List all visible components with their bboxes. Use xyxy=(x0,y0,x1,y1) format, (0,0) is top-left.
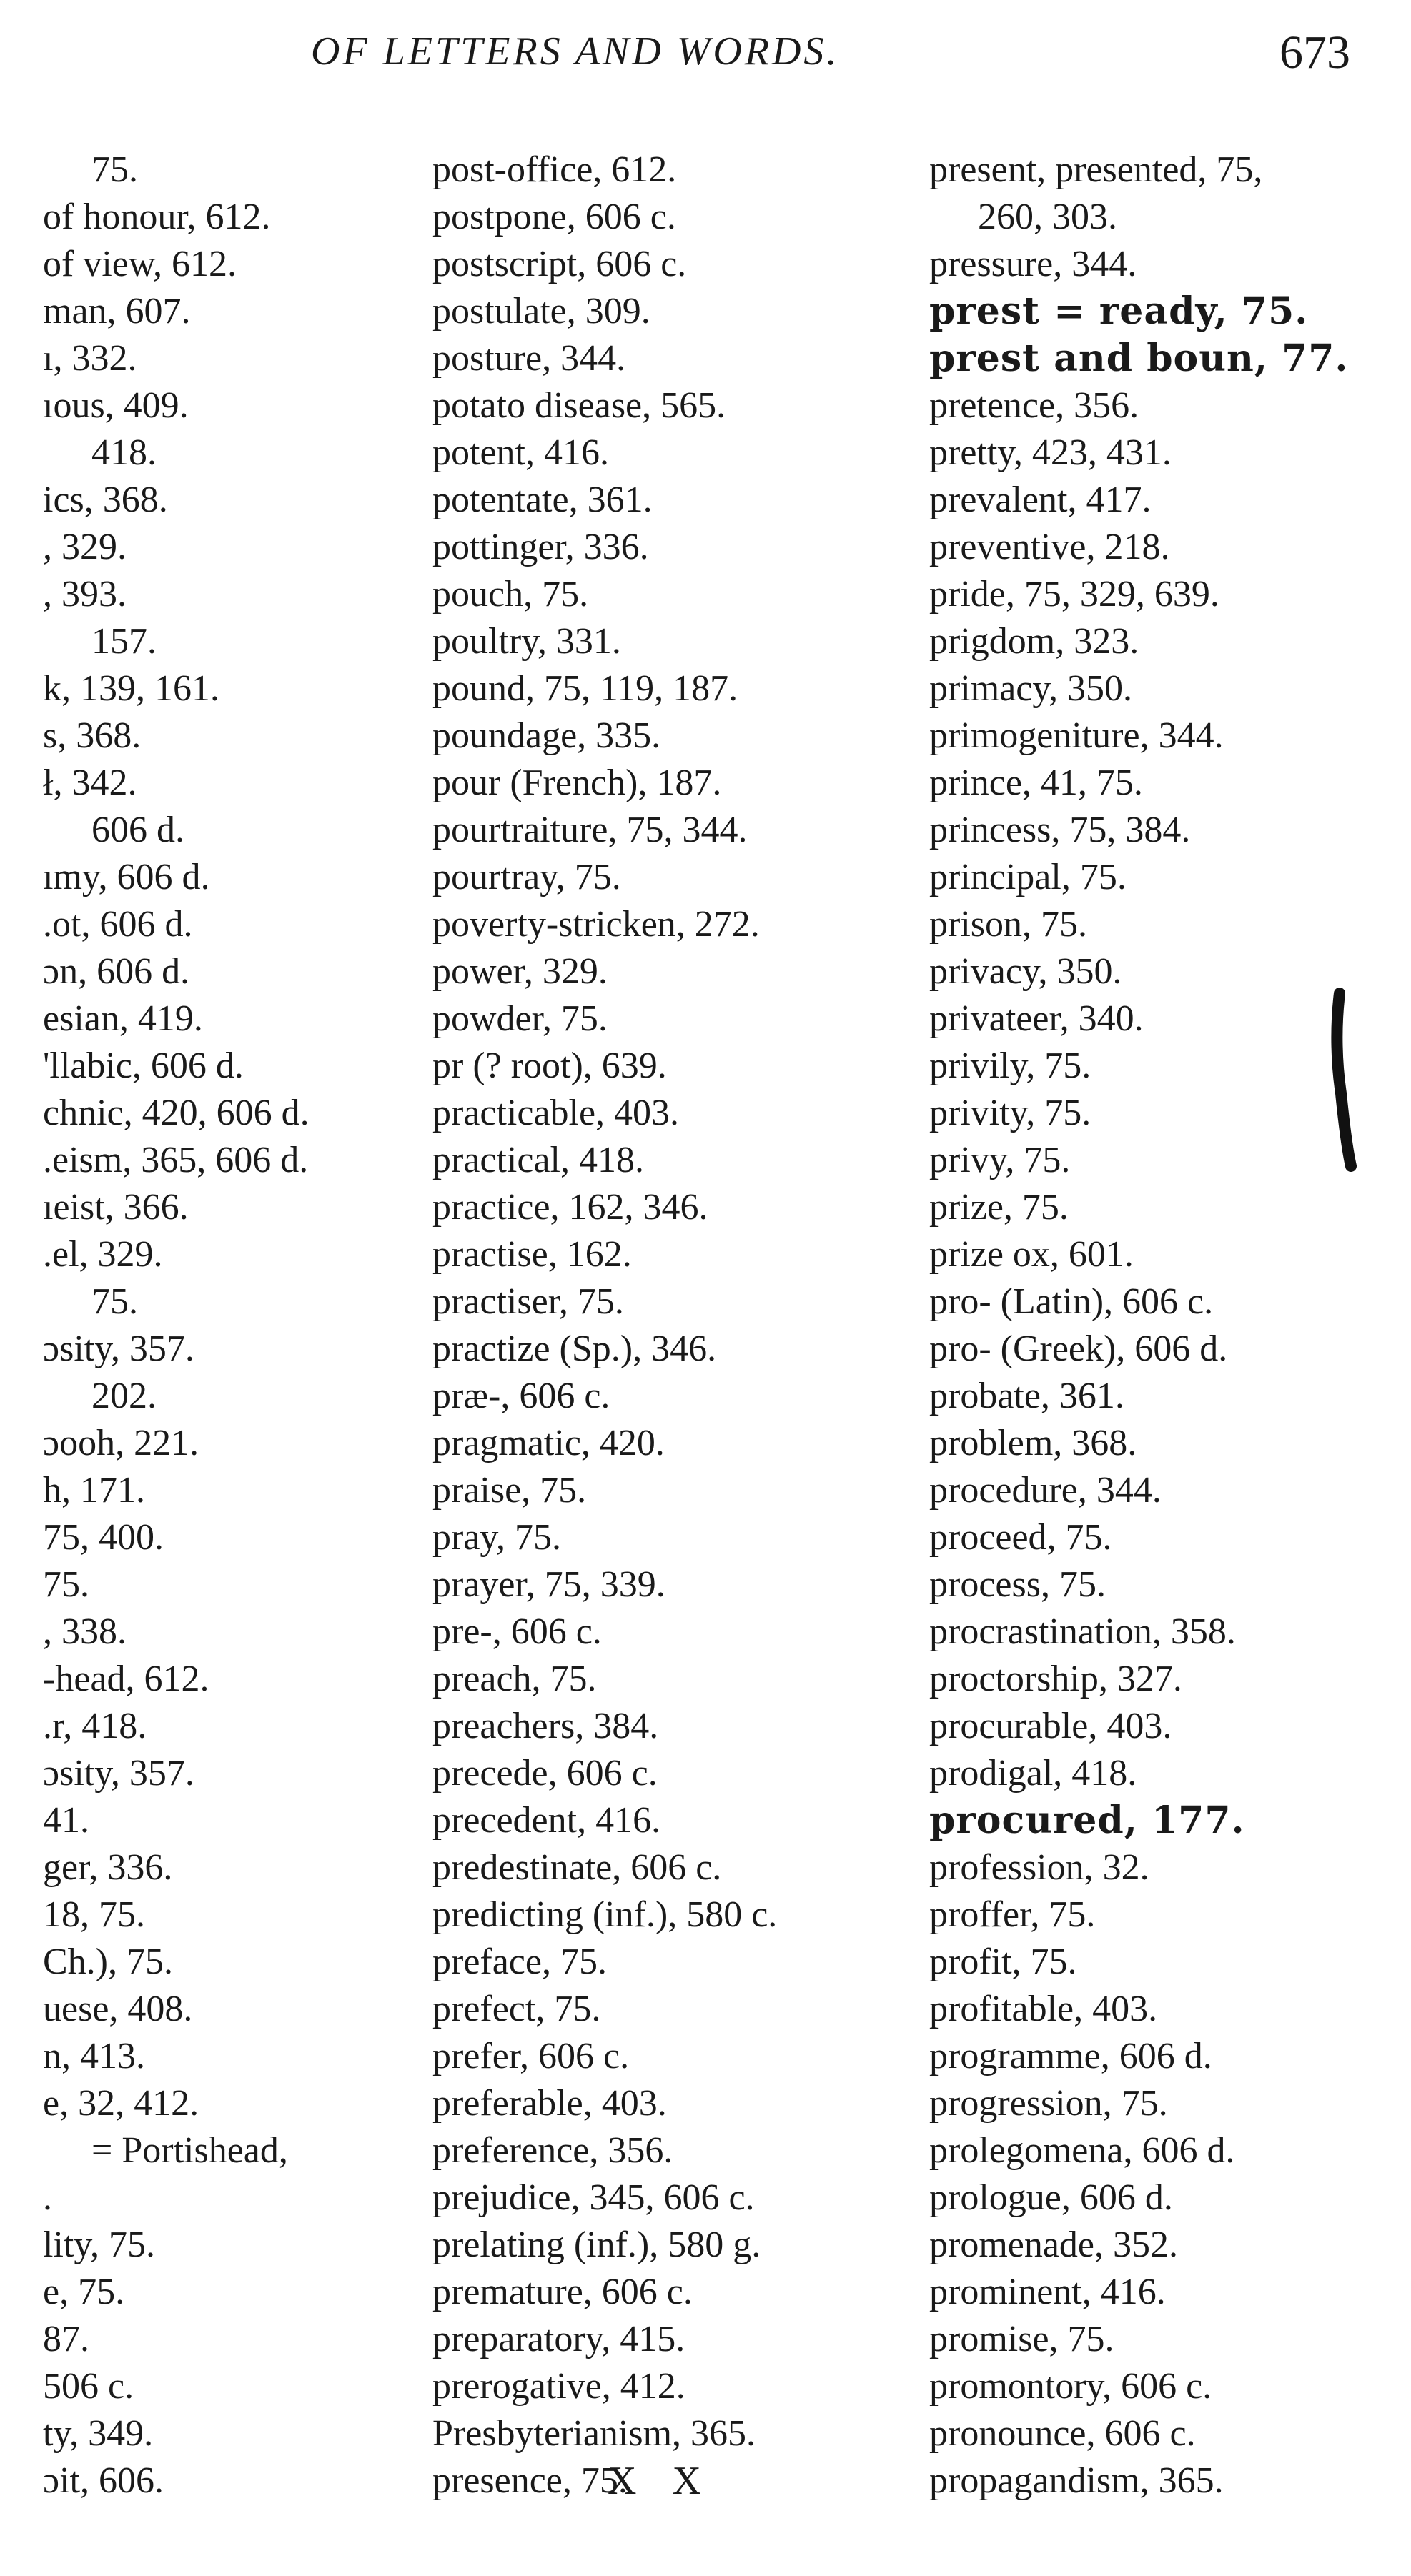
index-entry: pre-, 606 c. xyxy=(432,1611,602,1652)
index-entry: prevalent, 417. xyxy=(929,479,1152,520)
signature-mark: X X xyxy=(608,2459,714,2503)
index-entry: 606 d. xyxy=(91,810,184,850)
index-entry: prison, 75. xyxy=(929,904,1087,945)
index-entry: , 329. xyxy=(43,527,127,567)
index-entry: primogeniture, 344. xyxy=(929,715,1224,756)
index-entry-continuation: 260, 303. xyxy=(978,197,1117,237)
index-entry: privateer, 340. xyxy=(929,998,1144,1039)
index-entry: power, 329. xyxy=(432,951,608,992)
index-entry: pro- (Greek), 606 d. xyxy=(929,1328,1228,1369)
index-entry: potato disease, 565. xyxy=(432,385,726,426)
index-entry: 506 c. xyxy=(43,2366,134,2407)
index-entry: profitable, 403. xyxy=(929,1989,1158,2029)
index-entry: praise, 75. xyxy=(432,1470,587,1511)
index-entry: prefer, 606 c. xyxy=(432,2036,630,2077)
index-entry: ger, 336. xyxy=(43,1847,173,1888)
index-entry: privy, 75. xyxy=(929,1140,1071,1180)
index-entry: ty, 349. xyxy=(43,2413,154,2454)
index-entry: preferable, 403. xyxy=(432,2083,667,2124)
index-entry: promise, 75. xyxy=(929,2319,1114,2359)
index-entry: proctorship, 327. xyxy=(929,1659,1182,1699)
index-entry: presence, 75. xyxy=(432,2460,628,2501)
index-entry: practize (Sp.), 346. xyxy=(432,1328,717,1369)
index-entry: ıous, 409. xyxy=(43,385,189,426)
index-entry: h, 171. xyxy=(43,1470,145,1511)
index-entry: s, 368. xyxy=(43,715,142,756)
index-entry: prigdom, 323. xyxy=(929,621,1139,662)
index-entry: 75. xyxy=(91,1281,138,1322)
index-entry: programme, 606 d. xyxy=(929,2036,1212,2077)
index-entry: prelating (inf.), 580 g. xyxy=(432,2224,761,2265)
index-entry: preachers, 384. xyxy=(432,1706,659,1746)
index-entry: progression, 75. xyxy=(929,2083,1168,2124)
index-entry: privacy, 350. xyxy=(929,951,1122,992)
index-entry: poverty-stricken, 272. xyxy=(432,904,760,945)
index-entry: promenade, 352. xyxy=(929,2224,1179,2265)
index-entry: practiser, 75. xyxy=(432,1281,624,1322)
index-entry: ics, 368. xyxy=(43,479,168,520)
index-column-left xyxy=(43,146,415,2505)
index-entry: ı, 332. xyxy=(43,338,137,379)
index-entry: pride, 75, 329, 639. xyxy=(929,574,1219,615)
index-entry: 75. xyxy=(43,1564,89,1605)
index-entry: practise, 162. xyxy=(432,1234,632,1275)
index-entry: privity, 75. xyxy=(929,1093,1091,1133)
index-entry: postscript, 606 c. xyxy=(432,244,687,284)
index-entry: precede, 606 c. xyxy=(432,1753,658,1794)
index-entry: probate, 361. xyxy=(929,1376,1124,1416)
index-entry: , 393. xyxy=(43,574,127,615)
index-entry: prize ox, 601. xyxy=(929,1234,1134,1275)
index-entry: chnic, 420, 606 d. xyxy=(43,1093,310,1133)
index-entry: pourtraiture, 75, 344. xyxy=(432,810,748,850)
index-entry: pound, 75, 119, 187. xyxy=(432,668,738,709)
index-entry: preach, 75. xyxy=(432,1659,597,1699)
index-entry: primacy, 350. xyxy=(929,668,1132,709)
index-entry: of honour, 612. xyxy=(43,197,271,237)
index-entry: , 338. xyxy=(43,1611,127,1652)
index-entry: Presbyterianism, 365. xyxy=(432,2413,756,2454)
index-entry: prominent, 416. xyxy=(929,2272,1166,2312)
index-entry: prejudice, 345, 606 c. xyxy=(432,2177,755,2218)
index-entry: 41. xyxy=(43,1800,89,1841)
index-entry: predicting (inf.), 580 c. xyxy=(432,1894,778,1935)
index-entry: practicable, 403. xyxy=(432,1093,680,1133)
index-entry: .r, 418. xyxy=(43,1706,147,1746)
index-entry: poundage, 335. xyxy=(432,715,661,756)
index-entry: potent, 416. xyxy=(432,432,609,473)
index-entry: preface, 75. xyxy=(432,1941,607,1982)
index-entry: pretty, 423, 431. xyxy=(929,432,1172,473)
index-entry: princess, 75, 384. xyxy=(929,810,1191,850)
index-entry: pr (? root), 639. xyxy=(432,1045,667,1086)
page-number: 673 xyxy=(1279,26,1350,79)
index-entry: n, 413. xyxy=(43,2036,145,2077)
index-column-right xyxy=(929,146,1401,2505)
index-entry: proceed, 75. xyxy=(929,1517,1112,1558)
index-entry: pourtray, 75. xyxy=(432,857,621,897)
index-entry: 418. xyxy=(91,432,157,473)
index-entry: lity, 75. xyxy=(43,2224,155,2265)
index-entry: ımy, 606 d. xyxy=(43,857,210,897)
index-entry: posture, 344. xyxy=(432,338,626,379)
index-entry: pragmatic, 420. xyxy=(432,1423,665,1463)
index-entry: problem, 368. xyxy=(929,1423,1137,1463)
index-entry: pray, 75. xyxy=(432,1517,562,1558)
index-entry: .el, 329. xyxy=(43,1234,163,1275)
index-entry: pottinger, 336. xyxy=(432,527,649,567)
index-entry: pressure, 344. xyxy=(929,244,1137,284)
index-entry: 202. xyxy=(91,1376,157,1416)
index-entry: pronounce, 606 c. xyxy=(929,2413,1196,2454)
index-entry: post-office, 612. xyxy=(432,149,677,190)
index-entry: 75. xyxy=(91,149,138,190)
index-entry: profession, 32. xyxy=(929,1847,1149,1888)
index-entry: ıeist, 366. xyxy=(43,1187,189,1228)
index-entry: prolegomena, 606 d. xyxy=(929,2130,1235,2171)
index-entry: present, presented, 75, xyxy=(929,149,1263,190)
index-entry: prodigal, 418. xyxy=(929,1753,1137,1794)
index-entry: .eism, 365, 606 d. xyxy=(43,1140,309,1180)
index-entry: process, 75. xyxy=(929,1564,1106,1605)
index-entry: 157. xyxy=(91,621,157,662)
index-entry: procrastination, 358. xyxy=(929,1611,1236,1652)
index-entry: propagandism, 365. xyxy=(929,2460,1224,2501)
index-entry: = Portishead, xyxy=(91,2130,288,2171)
index-entry: procured, 177. xyxy=(929,1799,1245,1842)
index-entry: of view, 612. xyxy=(43,244,237,284)
index-entry: man, 607. xyxy=(43,291,191,332)
index-entry: ɔn, 606 d. xyxy=(43,951,190,992)
index-entry: postpone, 606 c. xyxy=(432,197,676,237)
index-entry: ɔsity, 357. xyxy=(43,1753,194,1794)
index-entry: preference, 356. xyxy=(432,2130,673,2171)
index-entry: ɔsity, 357. xyxy=(43,1328,194,1369)
index-entry: potentate, 361. xyxy=(432,479,653,520)
index-entry: pour (French), 187. xyxy=(432,762,722,803)
index-entry: 75, 400. xyxy=(43,1517,164,1558)
index-entry: Ch.), 75. xyxy=(43,1941,173,1982)
index-entry: prayer, 75, 339. xyxy=(432,1564,665,1605)
index-entry: 87. xyxy=(43,2319,89,2359)
index-entry: prest = ready, 75. xyxy=(929,289,1309,333)
index-entry: profit, 75. xyxy=(929,1941,1077,1982)
index-entry: prest and boun, 77. xyxy=(929,337,1349,380)
index-entry: procedure, 344. xyxy=(929,1470,1162,1511)
index-entry: e, 75. xyxy=(43,2272,125,2312)
index-entry: preparatory, 415. xyxy=(432,2319,685,2359)
index-entry: 18, 75. xyxy=(43,1894,145,1935)
index-entry: ł, 342. xyxy=(43,762,137,803)
index-entry: precedent, 416. xyxy=(432,1800,661,1841)
index-entry: . xyxy=(43,2177,52,2218)
index-entry: e, 32, 412. xyxy=(43,2083,199,2124)
index-entry: principal, 75. xyxy=(929,857,1127,897)
index-entry: esian, 419. xyxy=(43,998,203,1039)
index-entry: poultry, 331. xyxy=(432,621,621,662)
index-entry: postulate, 309. xyxy=(432,291,650,332)
index-entry: powder, 75. xyxy=(432,998,608,1039)
index-entry: proffer, 75. xyxy=(929,1894,1096,1935)
index-entry: -head, 612. xyxy=(43,1659,209,1699)
index-entry: practice, 162, 346. xyxy=(432,1187,708,1228)
index-entry: premature, 606 c. xyxy=(432,2272,693,2312)
index-column-middle xyxy=(432,146,926,2505)
index-entry: prerogative, 412. xyxy=(432,2366,685,2407)
index-entry: prize, 75. xyxy=(929,1187,1069,1228)
index-entry: preventive, 218. xyxy=(929,527,1170,567)
index-entry: predestinate, 606 c. xyxy=(432,1847,722,1888)
index-entry: pretence, 356. xyxy=(929,385,1139,426)
index-entry: practical, 418. xyxy=(432,1140,644,1180)
index-entry: ɔooh, 221. xyxy=(43,1423,199,1463)
index-entry: .ot, 606 d. xyxy=(43,904,193,945)
index-entry: pouch, 75. xyxy=(432,574,589,615)
index-entry: k, 139, 161. xyxy=(43,668,219,709)
margin-ink-mark xyxy=(1330,986,1358,1172)
index-entry: præ-, 606 c. xyxy=(432,1376,610,1416)
running-title: OF LETTERS AND WORDS. xyxy=(311,29,840,74)
index-entry: uese, 408. xyxy=(43,1989,193,2029)
index-entry: ɔit, 606. xyxy=(43,2460,164,2501)
index-entry: procurable, 403. xyxy=(929,1706,1172,1746)
index-entry: 'llabic, 606 d. xyxy=(43,1045,244,1086)
index-entry: promontory, 606 c. xyxy=(929,2366,1212,2407)
index-entry: privily, 75. xyxy=(929,1045,1091,1086)
index-entry: prince, 41, 75. xyxy=(929,762,1143,803)
index-entry: prefect, 75. xyxy=(432,1989,601,2029)
index-entry: prologue, 606 d. xyxy=(929,2177,1173,2218)
index-entry: pro- (Latin), 606 c. xyxy=(929,1281,1214,1322)
